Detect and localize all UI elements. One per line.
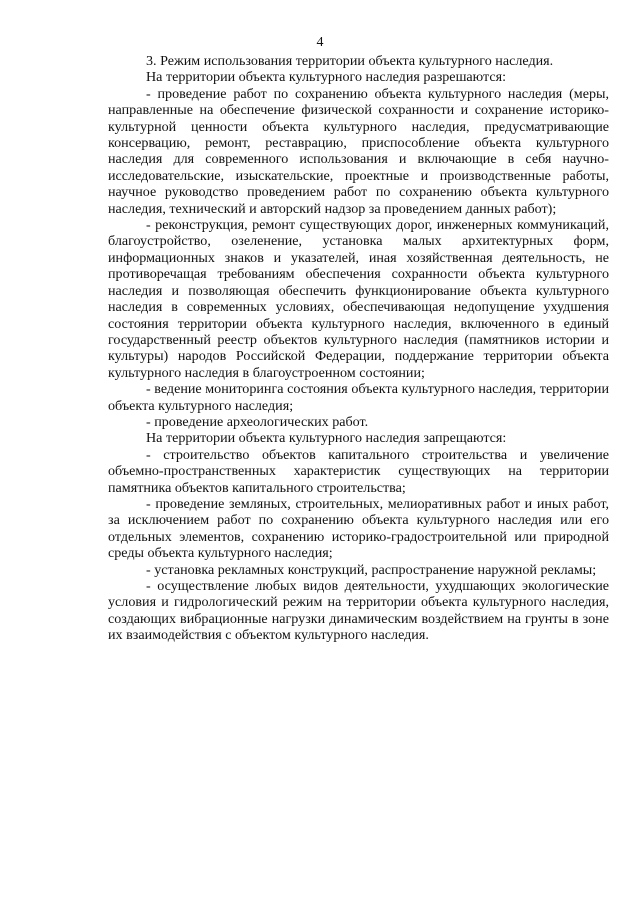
permitted-item: - ведение мониторинга состояния объекта культурного наследия, территории объекта культурного наследия; [108, 381, 609, 414]
permitted-item: - проведение археологических работ. [146, 413, 369, 430]
prohibited-item: - проведение земляных, строительных, мелиоративных работ и иных работ, за исключением работ по сохранению объекта культурного наследия или его отдельных элементов, сохранению историко-градостроительной или природной среды объекта культурного наследия; [108, 495, 609, 562]
prohibited-item: - осуществление любых видов деятельности, ухудшающих экологические условия и гидрологический режим на территории объекта культурного наследия, создающих вибрационные нагрузки динамическим воздействием на грунты в зоне их взаимодействия с объектом культурного наследия. [108, 578, 609, 644]
prohibited-item: - строительство объектов капитального строительства и увеличение объемно-пространственных характеристик существующих на территории памятника объектов капитального строительства; [108, 446, 609, 496]
permitted-item: - реконструкция, ремонт существующих дорог, инженерных коммуникаций, благоустройство, озеленение, установка малых архитектурных форм, информационных знаков и указателей, иная хозяйственная деятельность, не противоречащая требованиям обеспечения сохранности объекта культурного наследия и позволяющая обеспечить функционирование объекта культурного наследия в современных условиях, обеспечивающая недопущение ухудшения состояния территории объекта культурного наследия, включенного в единый государственный реестр объектов культурного наследия (памятников истории и культуры) народов Российской Федерации, поддержание территории объекта культурного наследия в благоустроенном состоянии; [108, 217, 609, 381]
permitted-item: - проведение работ по сохранению объекта культурного наследия (меры, направленные на обеспечение физической сохранности и сохранение историко-культурной ценности объекта культурного наследия, предусматривающие консервацию, ремонт, реставрацию, приспособление объекта культурного наследия для современного использования и включающие в себя научно-исследовательские, изыскательские, проектные и производственные работы, научное руководство проведением работ по сохранению объекта культурного наследия, технический и авторский надзор за проведением данных работ); [108, 85, 609, 217]
permitted-intro: На территории объекта культурного наследия разрешаются: [146, 69, 507, 86]
page-number: 4 [316, 35, 324, 50]
prohibited-item: - установка рекламных конструкций, распространение наружной рекламы; [146, 561, 597, 578]
prohibited-intro: На территории объекта культурного наследия запрещаются: [146, 430, 507, 447]
section-title: 3. Режим использования территории объекта культурного наследия. [146, 53, 554, 69]
document-body [108, 53, 609, 644]
